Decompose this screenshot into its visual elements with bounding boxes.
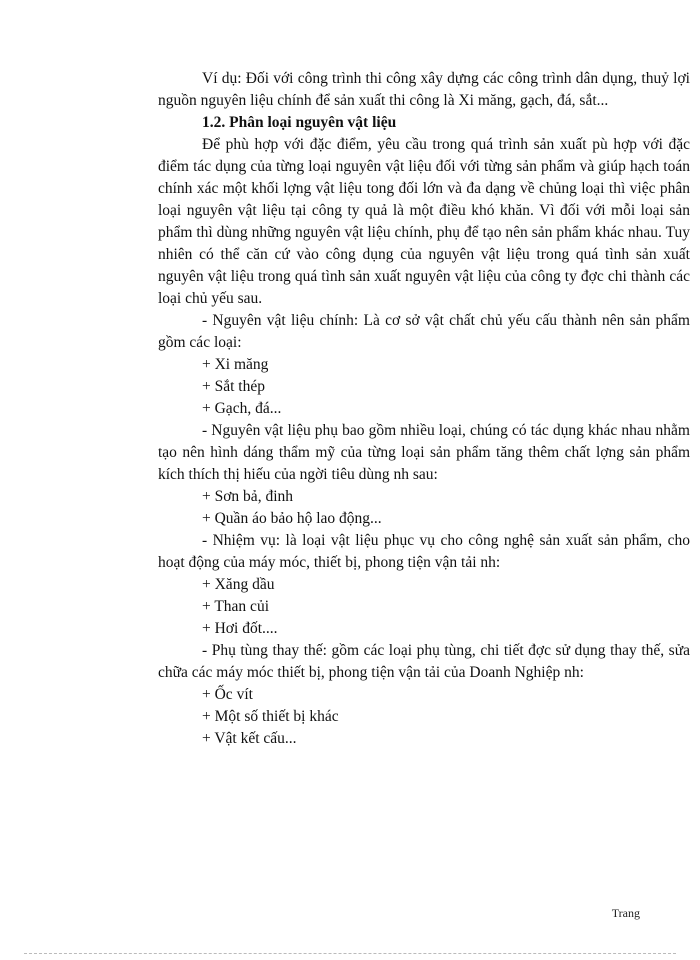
page-bottom-divider — [24, 953, 676, 954]
list-item: + Hơi đốt.... — [202, 620, 278, 637]
list-item: + Xi măng — [202, 356, 269, 373]
main-materials-paragraph: - Nguyên vật liệu chính: Là cơ sở vật chất chủ yếu cấu thành nên sản phẩm gồm các loại: — [158, 312, 690, 351]
intro-paragraph: Để phù hợp với đặc điểm, yêu cầu trong quá trình sản xuất pù hợp với đặc điểm tác dụng của từng loại nguyên vật liệu đối với từng sản phẩm và giúp hạch toán chính xác một khối lợng vật liệu tong đối lớn và đa dạng về chủng loại thì việc phân loại nguyên vật liệu tại công ty quả là một điều khó khăn. Vì đối với mỗi loại sản phẩm thì dùng những nguyên vật liệu chính, phụ để tạo nên sản phẩm khác nhau. Tuy nhiên có thể căn cứ vào công dụng của nguyên vật liệu trong quá tình sản xuất nguyên vật liệu trong quá tình sản xuất nguyên vật liệu của công ty đợc chi thành các loại chủ yếu sau. — [158, 136, 690, 307]
example-paragraph: Ví dụ: Đối với công trình thi công xây dựng các công trình dân dụng, thuỷ lợi nguồn nguyên liệu chính để sản xuất thi công là Xi măng, gạch, đá, sắt... — [158, 70, 690, 109]
spare-parts-paragraph: - Phụ tùng thay thế: gồm các loại phụ tùng, chi tiết đợc sử dụng thay thế, sửa chữa các máy móc thiết bị, phong tiện vận tải của Doanh Nghiệp nh: — [158, 642, 690, 681]
list-item: + Gạch, đá... — [202, 400, 282, 417]
fuel-materials-paragraph: - Nhiệm vụ: là loại vật liệu phục vụ cho công nghệ sản xuất sản phẩm, cho hoạt động của máy móc, thiết bị, phong tiện vận tải nh: — [158, 532, 690, 571]
list-item: + Quần áo bảo hộ lao động... — [202, 510, 382, 527]
document-body — [158, 68, 690, 750]
list-item: + Ốc vít — [202, 686, 253, 703]
auxiliary-materials-paragraph: - Nguyên vật liệu phụ bao gồm nhiều loại, chúng có tác dụng khác nhau nhằm tạo nên hình dáng thẩm mỹ của từng loại sản phẩm tăng thêm chất lợng sản phẩm kích thích thị hiếu của ngời tiêu dùng nh sau: — [158, 422, 690, 483]
list-item: + Một số thiết bị khác — [202, 708, 339, 725]
list-item: + Sắt thép — [202, 378, 265, 395]
section-heading: 1.2. Phân loại nguyên vật liệu — [202, 114, 397, 131]
list-item: + Sơn bả, đinh — [202, 488, 293, 505]
list-item: + Xăng dầu — [202, 576, 275, 593]
list-item: + Vật kết cấu... — [202, 730, 297, 747]
page-footer-label: Trang — [611, 906, 640, 920]
list-item: + Than củi — [202, 598, 269, 615]
